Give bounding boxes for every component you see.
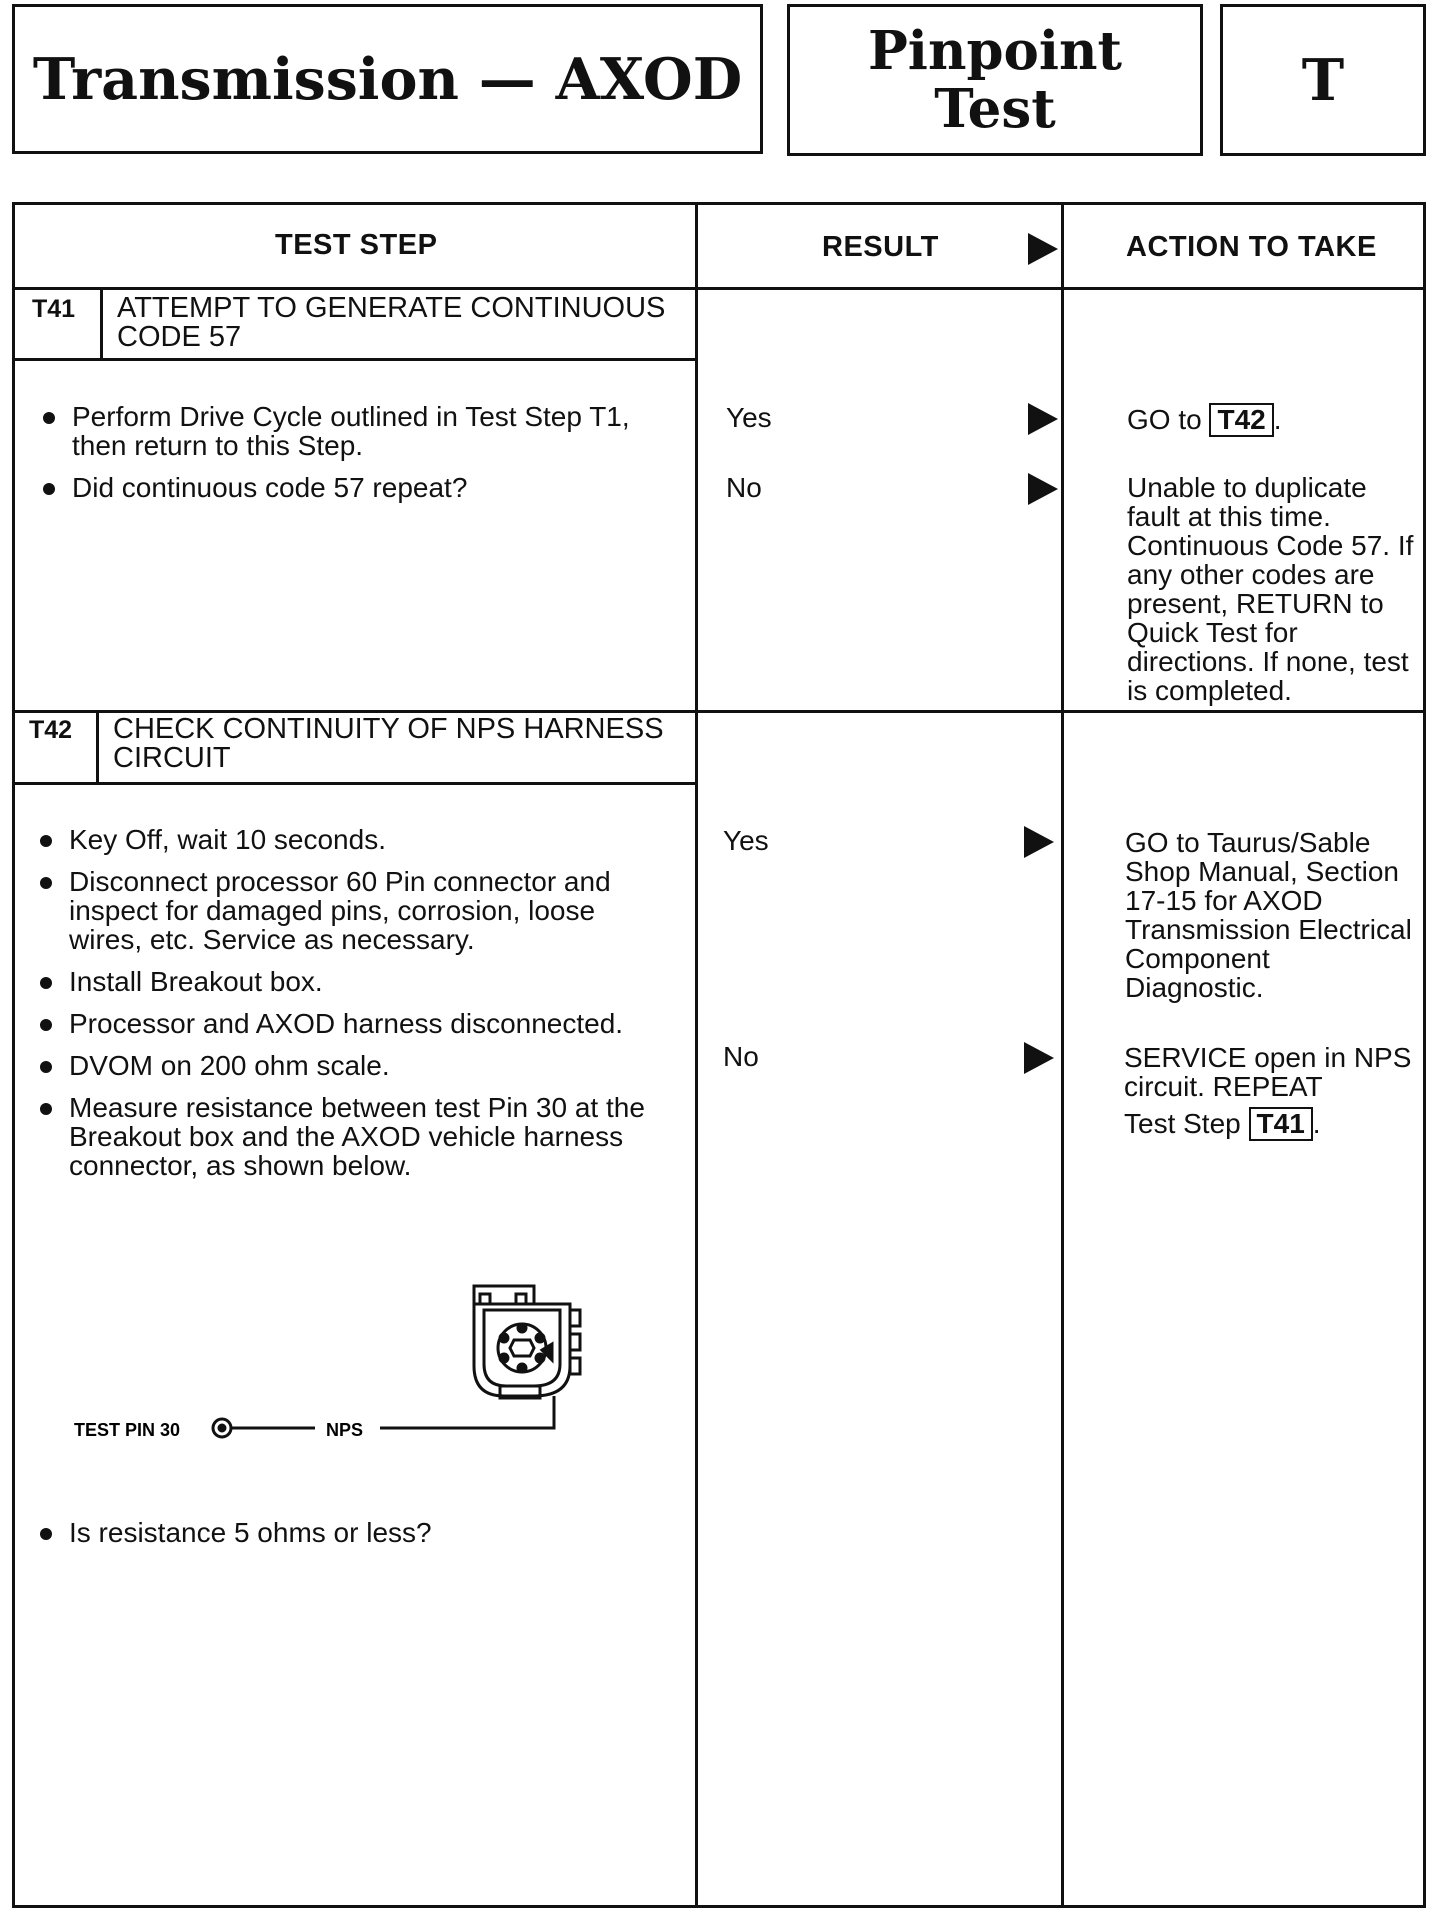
list-item: Install Breakout box. — [37, 967, 671, 996]
step-t42-result-no: No — [723, 1041, 759, 1072]
connector-icon — [380, 1286, 580, 1428]
step-t41-instructions — [40, 402, 670, 515]
arrow-right-icon — [1028, 403, 1058, 435]
list-item: Did continuous code 57 repeat? — [40, 473, 670, 502]
header-section: Pinpoint Test — [867, 20, 1123, 140]
step-t41-title-underline — [13, 358, 697, 361]
step-t42-action-no: SERVICE open in NPS circuit. REPEAT Test Step T41 . — [1124, 1042, 1412, 1139]
list-item: Perform Drive Cycle outlined in Test Step T1, then return to this Step. — [40, 402, 670, 460]
nps-label: NPS — [326, 1420, 364, 1440]
step-t42-id-divider — [96, 712, 99, 784]
step-t42-title-underline — [13, 782, 697, 785]
header-title-box — [12, 4, 763, 154]
column-divider-2 — [1061, 203, 1064, 1906]
step-t41-action-yes: GO to T42 . — [1127, 404, 1282, 435]
header-section-box — [787, 4, 1203, 156]
step-t41-action-no: Unable to duplicate fault at this time. Continuous Code 57. If any other codes are present, RETURN to Quick Test for directions. If none, test is completed. — [1127, 472, 1414, 706]
step-t41-result-yes: Yes — [726, 402, 772, 433]
header-code-box — [1220, 4, 1426, 156]
column-header-test-step: TEST STEP — [275, 229, 438, 261]
column-divider-1 — [695, 203, 698, 1906]
column-header-action: ACTION TO TAKE — [1126, 231, 1377, 263]
pin-terminal-icon — [213, 1419, 231, 1437]
list-item: Processor and AXOD harness disconnected. — [37, 1009, 671, 1038]
header-code: T — [1301, 46, 1345, 114]
list-item: DVOM on 200 ohm scale. — [37, 1051, 671, 1080]
list-item: Is resistance 5 ohms or less? — [37, 1518, 671, 1547]
step-t41-result-no: No — [726, 472, 762, 503]
step-t42-title: CHECK CONTINUITY OF NPS HARNESS CIRCUIT — [113, 713, 664, 774]
arrow-right-icon — [1028, 473, 1058, 505]
step-ref-t41[interactable]: T41 — [1249, 1107, 1313, 1141]
column-header-result: RESULT — [822, 231, 939, 263]
step-ref-t42[interactable]: T42 — [1209, 403, 1273, 437]
list-item: Measure resistance between test Pin 30 at the Breakout box and the AXOD vehicle harness connector, as shown below. — [37, 1093, 671, 1180]
step-t41-id: T41 — [32, 295, 76, 323]
step-t41-title: ATTEMPT TO GENERATE CONTINUOUS CODE 57 — [117, 292, 666, 353]
test-pin-label: TEST PIN 30 — [74, 1420, 181, 1440]
arrow-right-icon — [1024, 826, 1054, 858]
connector-diagram — [60, 1270, 620, 1450]
step-t42-question — [37, 1518, 671, 1560]
column-header-divider — [13, 287, 1424, 290]
arrow-right-icon — [1024, 1042, 1054, 1074]
step-t42-instructions — [37, 825, 671, 1193]
step-t42-id: T42 — [29, 716, 73, 744]
step-t42-action-yes: GO to Taurus/Sable Shop Manual, Section 17-15 for AXOD Transmission Electrical Component Diagnostic. — [1125, 827, 1412, 1003]
arrow-right-icon — [1028, 233, 1058, 265]
header-title: Transmission — AXOD — [32, 45, 743, 113]
list-item: Disconnect processor 60 Pin connector and inspect for damaged pins, corrosion, loose wires, etc. Service as necessary. — [37, 867, 671, 954]
list-item: Key Off, wait 10 seconds. — [37, 825, 671, 854]
step-t41-id-divider — [100, 289, 103, 361]
step-t42-result-yes: Yes — [723, 825, 769, 856]
